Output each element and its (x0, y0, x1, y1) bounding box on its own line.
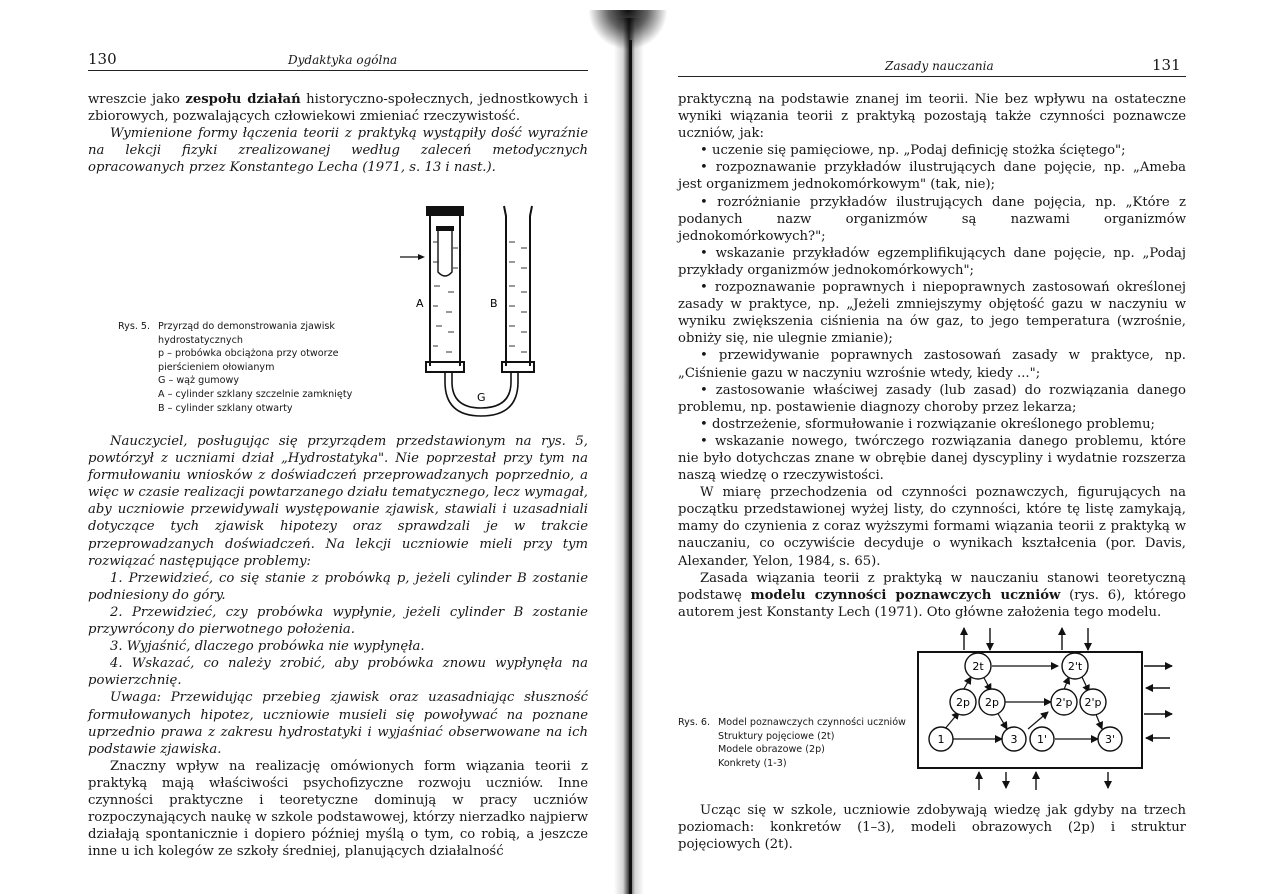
node-2p-prime-b (1080, 689, 1106, 715)
node-3-prime (1098, 727, 1122, 751)
node-3 (1002, 727, 1026, 751)
bullet-item: • rozpoznawanie przykładów ilustrujących dane pojęcie, np. „Ameba jest organizmem jednokomórkowym" (tak, nie); (678, 160, 1186, 193)
book-spine (629, 40, 632, 894)
left-text-top (88, 91, 588, 176)
bold-term: modelu czynności poznawczych uczniów (750, 587, 1061, 603)
right-text (678, 91, 1186, 621)
problem-item: 3. Wyjaśnić, dlaczego probówka nie wypłynęła. (110, 639, 425, 655)
bullet-item: • rozróżnianie przykładów ilustrujących dane pojęcia, np. „Które z podanych nazw organizmów są nazwami organizmów jednokomórkowych?"; (678, 194, 1186, 244)
base-a (426, 362, 464, 372)
paragraph: Zasada wiązania teorii z praktyką w nauczaniu stanowi teoretyczną podstawę modelu czynności poznawczych uczniów (rys. 6), którego autorem jest Konstanty Lech (1971). Oto główne założenia tego modelu. (678, 570, 1186, 620)
running-head: Dydaktyka ogólna (288, 53, 398, 67)
paragraph: Nauczyciel, posługując się przyrządem przedstawionym na rys. 5, powtórzył z uczniami dział „Hydrostatyka". Nie poprzestał przy tym na formułowaniu wniosków z doświadczeń przeprowadzanych poprzednio, a więc w czasie realizacji powtarzanego działu tematycznego, lecz wymagał, aby uczniowie przewidywali występowanie zjawisk, stawiali i uzasadniali dotyczące tych zjawisk hipotezy oraz sprawdzali je w trakcie przeprowadzanych doświadczeń. Na lekcji uczniowie mieli przy tym rozwiązać następujące problemy: (88, 434, 588, 569)
legend-item: p – probówka obciążona przy otworze pierścieniem ołowianym (158, 348, 339, 373)
node-1 (929, 727, 953, 751)
svg-text:2'p: 2'p (1084, 696, 1102, 709)
figure-6-model-diagram (912, 622, 1174, 790)
svg-text:2'p: 2'p (1055, 696, 1073, 709)
legend-item: Modele obrazowe (2p) (718, 744, 825, 756)
header-rule (678, 76, 1186, 77)
node-2p-prime-a (1051, 689, 1077, 715)
svg-text:2p: 2p (985, 696, 999, 709)
gutter-shadow (588, 10, 668, 50)
svg-text:2't: 2't (1067, 660, 1083, 673)
node-2p-b (979, 689, 1005, 715)
svg-text:1': 1' (1036, 733, 1048, 746)
paragraph: Znaczny wpływ na realizację omówionych form wiązania teorii z praktyką mają właściwości psychofizyczne rozwoju uczniów. Inne czynności praktyczne i teoretyczne dominują w pracy uczniów rozpoczynających naukę w szkole podstawowej, którzy nierzadko najpierw działają spontanicznie i dopiero później myślą o tym, co robią, a jeszcze inne u ich kolegów ze szkoły średniej, planujących działalność (88, 758, 588, 860)
svg-text:2p: 2p (956, 696, 970, 709)
legend-item: A – cylinder szklany szczelnie zamknięty (158, 388, 353, 400)
legend-item: B – cylinder szklany otwarty (158, 402, 293, 414)
svg-text:1: 1 (937, 733, 945, 746)
node-2p-a (950, 689, 976, 715)
page-number: 131 (1152, 56, 1181, 74)
water-a (433, 242, 458, 352)
bullet-item: • dostrzeżenie, sformułowanie i rozwiązanie określonego problemu; (700, 416, 1156, 432)
label-g: G (477, 391, 486, 404)
right-text-bottom (678, 802, 1186, 853)
running-head: Zasady nauczania (885, 59, 994, 73)
bullet-item: • przewidywanie poprawnych zastosowań zasady w praktyce, np. „Ciśnienie gazu w naczyniu wzrośnie wtedy, kiedy ..."; (678, 348, 1186, 381)
paragraph: Wymienione formy łączenia teorii z praktyką wystąpiły dość wyraźnie na lekcji fizyki zrealizowanej według zaleceń metodycznych opracowanych przez Konstantego Lecha (1971, s. 13 i nast.). (88, 126, 588, 176)
legend-item: Struktury pojęciowe (2t) (718, 730, 835, 742)
bold-term: zespołu działań (185, 92, 301, 107)
header-rule (88, 70, 588, 71)
node-2t (965, 653, 991, 679)
label-b: B (490, 297, 498, 310)
label-a: A (416, 297, 424, 310)
paragraph: W miarę przechodzenia od czynności poznawczych, figurujących na początku przedstawionej wyżej listy, do czynności, które tę listę zamykają, mamy do czynienia z coraz wyższymi formami wiązania teorii z praktyką w nauczaniu, co oczywiście decyduje o wynikach kształcenia (por. Davis, Alexander, Yelon, 1984, s. 65). (678, 485, 1186, 569)
right-page (632, 0, 1262, 894)
paragraph: Ucząc się w szkole, uczniowie zdobywają wiedzę jak gdyby na trzech poziomach: konkretów (1–3), modeli obrazowych (2p) i struktur pojęciowych (2t). (678, 803, 1186, 853)
cylinder-a (430, 216, 460, 366)
svg-text:2t: 2t (972, 660, 984, 673)
figure-title: Model poznawczych czynności uczniów (718, 717, 906, 728)
left-text-bottom (88, 433, 588, 860)
legend-item: Konkrety (1-3) (718, 757, 787, 769)
paragraph: praktyczną na podstawie znanej im teorii. Nie bez wpływu na ostateczne wyniki wiązania teorii z praktyką pozostają także czynności poznawcze uczniów, jak: (678, 92, 1186, 142)
figure-title: Przyrząd do demonstrowania zjawisk hydrostatycznych (158, 321, 335, 346)
figure-tag: Rys. 5. (118, 321, 151, 332)
bullet-item: • rozpoznawanie poprawnych i niepoprawnych zastosowań określonej zasady w praktyce, np. „Jeżeli zmniejszymy objętość gazu w naczyniu w wyniku zwiększenia ciśnienia na ów gaz, to jego temperatura (wzrośnie, obniży się, nie ulegnie zmianie); (678, 280, 1186, 347)
note-paragraph: Uwaga: Przewidując przebieg zjawisk oraz uzasadniając słuszność formułowanych hipotez, uczniowie musieli się powoływać na poznane uprzednio prawa z zakresu hydrostatyki i wyjaśniać obserwowane na ich podstawie zjawiska. (88, 690, 588, 757)
water-b (509, 242, 527, 352)
cylinder-b (504, 206, 532, 366)
problem-item: 1. Przewidzieć, co się stanie z probówką p, jeżeli cylinder B zostanie podniesiony do góry. (88, 570, 588, 603)
test-tube-p (438, 226, 452, 276)
figure-5-apparatus (396, 202, 546, 428)
figure-tag: Rys. 6. (678, 717, 711, 728)
paragraph: wreszcie jako zespołu działań historyczno-społecznych, jednostkowych i zbiorowych, pozwalających człowiekowi zmieniać rzeczywistość. (88, 92, 589, 125)
lead-ring (436, 226, 454, 231)
problem-item: 4. Wskazać, co należy zrobić, aby probówka znowu wypłynęła na powierzchnię. (88, 656, 588, 689)
bullet-item: • wskazanie przykładów egzemplifikujących dane pojęcie, np. „Podaj przykłady organizmów jednokomórkowych"; (678, 245, 1186, 278)
right-header (678, 56, 1186, 76)
bullet-item: • uczenie się pamięciowe, np. „Podaj definicję stożka ściętego"; (700, 143, 1126, 159)
page-number: 130 (88, 50, 117, 68)
svg-text:3': 3' (1104, 733, 1116, 746)
arrow-p-head (418, 254, 425, 260)
figure-5-caption (118, 320, 400, 415)
svg-text:3: 3 (1010, 733, 1018, 746)
figure-6-caption (678, 716, 908, 770)
bullet-item: • zastosowanie właściwej zasady (lub zasad) do rozwiązania danego problemu, np. postawienie diagnozy choroby przez lekarza; (678, 382, 1186, 415)
node-2t-prime (1062, 653, 1088, 679)
left-header (88, 50, 588, 70)
legend-item: G – wąż gumowy (158, 375, 240, 387)
node-1-prime (1030, 727, 1054, 751)
problem-item: 2. Przewidzieć, czy probówka wypłynie, jeżeli cylinder B zostanie przywrócony do pierwotnego położenia. (88, 604, 588, 638)
bullet-item: • wskazanie nowego, twórczego rozwiązania danego problemu, które nie było dotychczas znane w obrębie danej dyscypliny i wydatnie rozszerza naszą wiedzę o rzeczywistości. (678, 433, 1186, 484)
stopper (426, 206, 464, 216)
